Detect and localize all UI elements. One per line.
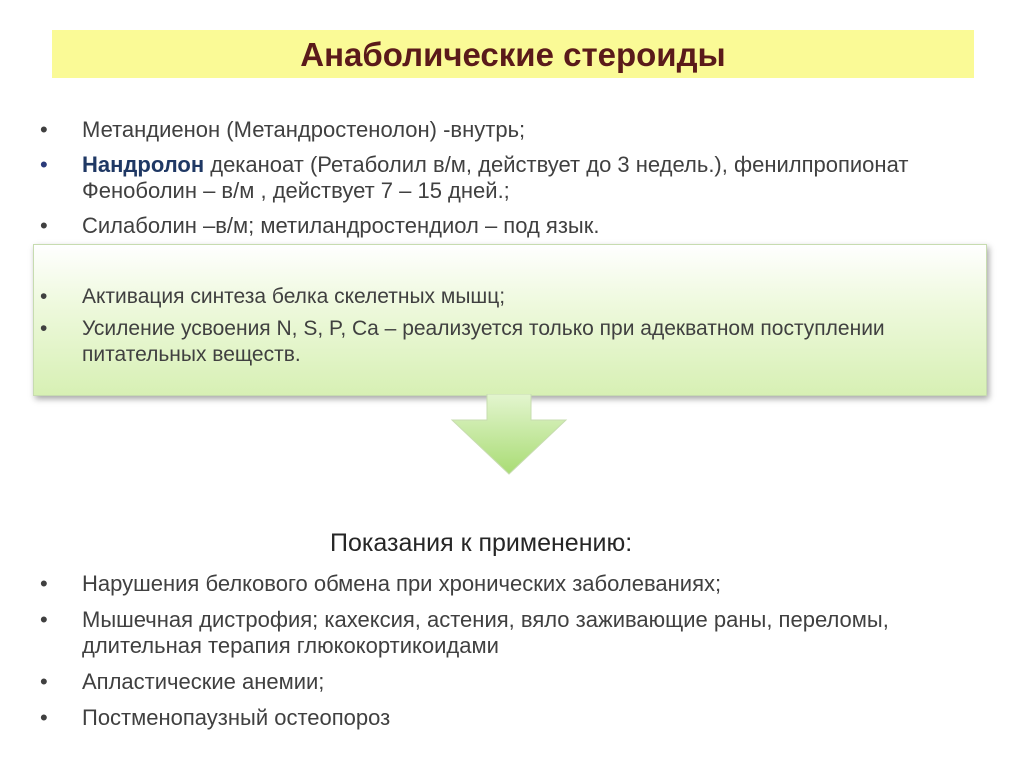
drug-name-bold: Нандролон — [82, 152, 205, 177]
indication-item — [40, 705, 990, 731]
drug-item — [40, 152, 990, 204]
bullet-icon: • — [40, 669, 48, 694]
indication-text: Апластические анемии; — [82, 669, 325, 694]
bullet-icon: • — [40, 117, 48, 142]
drug-item — [40, 117, 990, 143]
indication-text: Мышечная дистрофия; кахексия, астения, вяло заживающие раны, переломы, длительная терапия глюкокортикоидами — [82, 607, 889, 658]
effect-item — [40, 284, 980, 310]
bullet-icon: • — [40, 705, 48, 730]
effects-list — [40, 284, 980, 374]
slide-title: Анаболические стероиды — [300, 36, 726, 73]
drug-text: Метандиенон (Метандростенолон) -внутрь; — [82, 117, 526, 142]
effect-text: Усиление усвоения N, S, P, Ca – реализуется только при адекватном поступлении питательных веществ. — [82, 317, 885, 366]
drug-list — [40, 117, 990, 248]
indication-item — [40, 607, 990, 659]
effect-text: Активация синтеза белка скелетных мышц; — [82, 285, 506, 308]
bullet-icon: • — [40, 152, 48, 177]
indications-list — [40, 571, 990, 741]
drug-item — [40, 213, 990, 239]
drug-text: Силаболин –в/м; метиландростендиол – под язык. — [82, 213, 600, 238]
drug-text: деканоат (Ретаболил в/м, действует до 3 недель.), фенилпропионат Феноболин – в/м , действует 7 – 15 дней.; — [82, 152, 909, 203]
indication-item — [40, 571, 990, 597]
bullet-icon: • — [40, 317, 48, 340]
bullet-icon: • — [40, 285, 48, 308]
bullet-icon: • — [40, 213, 48, 238]
indication-item — [40, 669, 990, 695]
bullet-icon: • — [40, 607, 48, 632]
effect-item — [40, 316, 980, 368]
indications-heading: Показания к применению: — [330, 529, 633, 557]
indication-text: Нарушения белкового обмена при хронических заболеваниях; — [82, 571, 722, 596]
indication-text: Постменопаузный остеопороз — [82, 705, 391, 730]
down-arrow-icon — [450, 394, 568, 476]
bullet-icon: • — [40, 571, 48, 596]
